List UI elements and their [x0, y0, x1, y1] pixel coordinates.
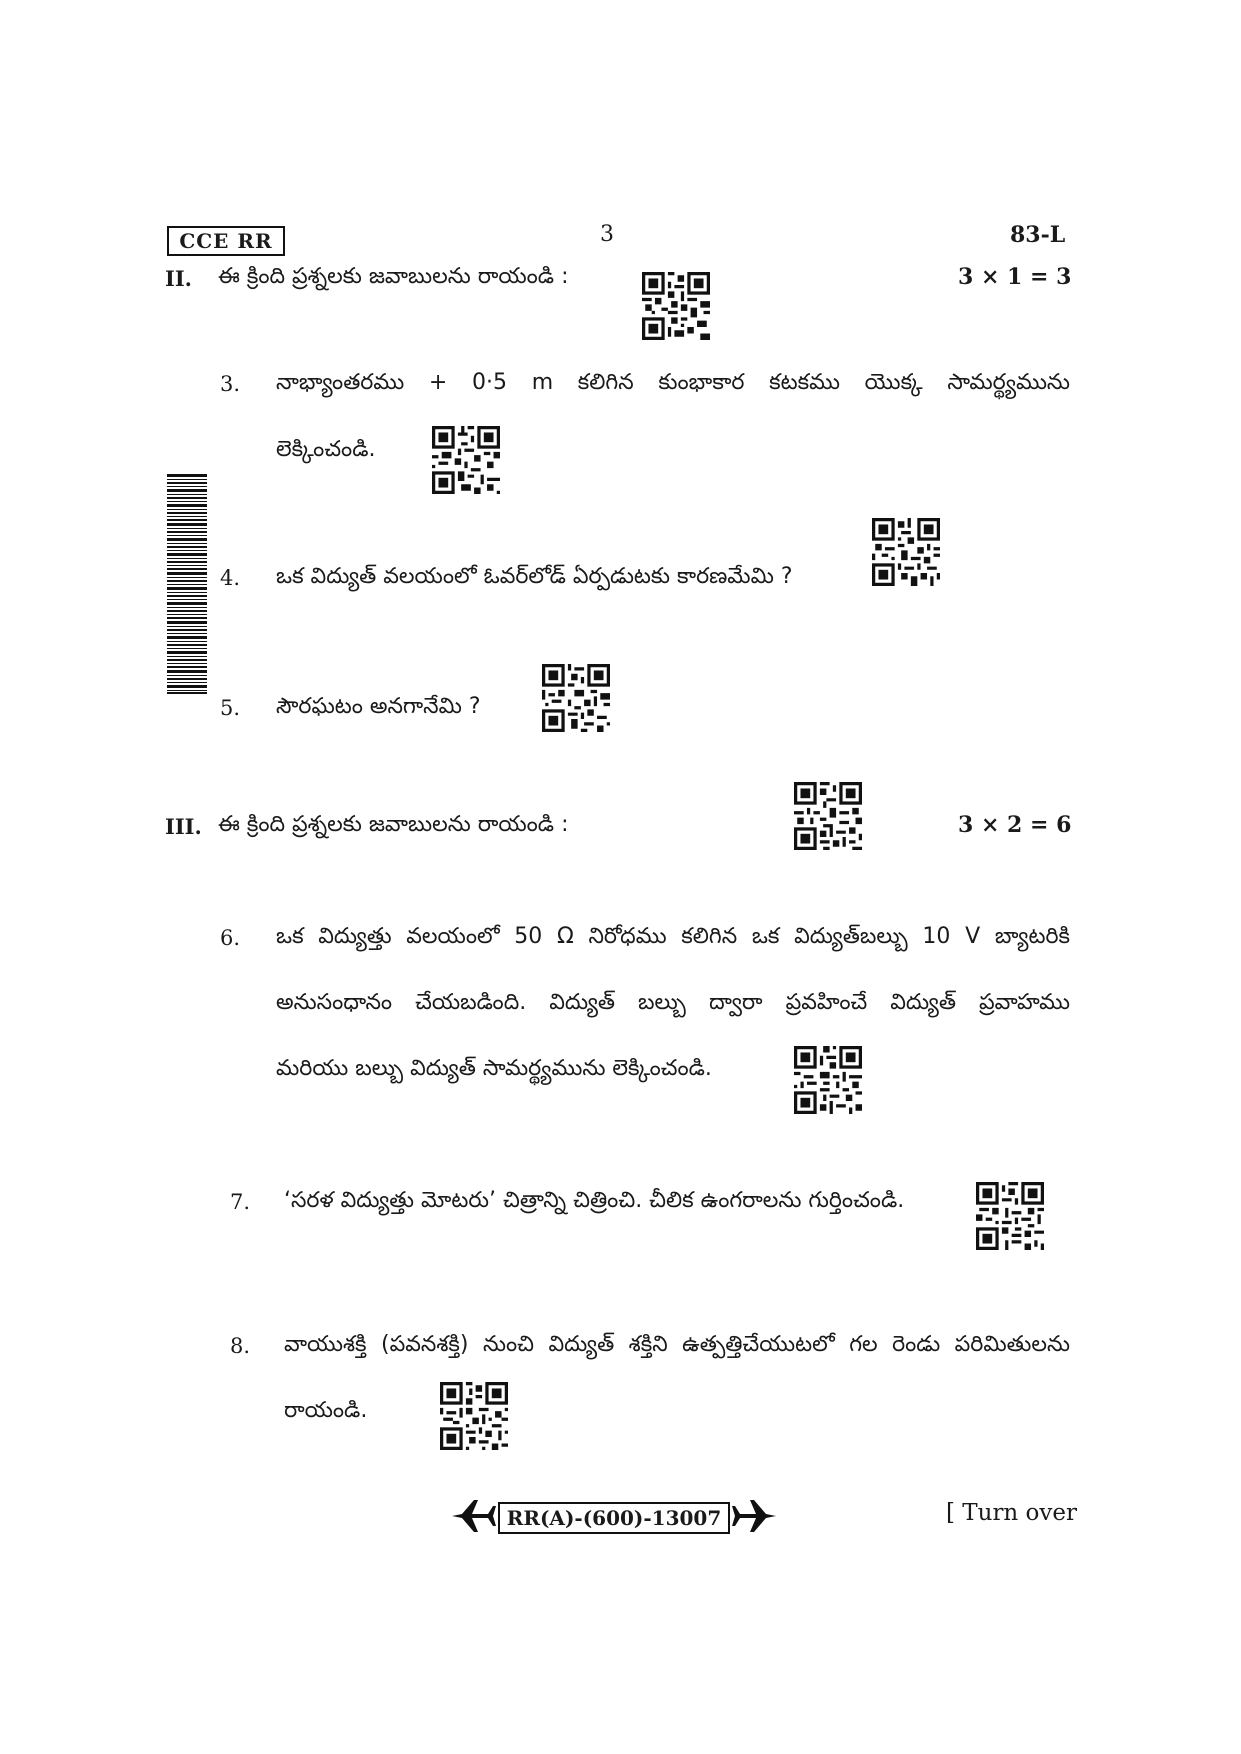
question-4-number: 4.: [220, 566, 241, 590]
question-8-text-line2: రాయండి.: [284, 1398, 368, 1423]
qr-code-icon: [642, 272, 710, 340]
qr-code-icon: [542, 664, 610, 732]
qr-code-icon: [872, 518, 940, 586]
qr-code-icon: [432, 426, 500, 494]
question-3-number: 3.: [220, 372, 241, 396]
question-6-number: 6.: [220, 926, 241, 950]
turn-over-label: [ Turn over: [946, 1500, 1078, 1526]
question-8-number: 8.: [230, 1334, 251, 1358]
section-3-numeral: III.: [165, 814, 202, 839]
paper-code: 83-L: [1010, 222, 1066, 248]
barcode-icon: [167, 474, 207, 694]
qr-code-icon: [794, 782, 862, 850]
question-5-number: 5.: [220, 696, 241, 720]
header-box-label: CCE RR: [167, 226, 285, 256]
question-3-text-line1: నాభ్యాంతరము + 0·5 m కలిగిన కుంభాకార కటకము యొక్క సామర్థ్యమును: [276, 370, 1070, 395]
question-7-number: 7.: [230, 1190, 251, 1214]
question-7-text: ‘సరళ విద్యుత్తు మోటరు’ చిత్రాన్ని చిత్రించి. చీలిక ఉంగరాలను గుర్తించండి.: [284, 1188, 905, 1213]
section-2-instruction: ఈ క్రింది ప్రశ్నలకు జవాబులను రాయండి :: [218, 264, 569, 289]
section-2-marks: 3 × 1 = 3: [958, 264, 1072, 290]
question-6-text-line3: మరియు బల్బు విద్యుత్ సామర్థ్యమును లెక్కించండి.: [276, 1056, 712, 1081]
qr-code-icon: [440, 1382, 508, 1450]
question-3-text-line2: లెక్కించండి.: [276, 437, 376, 462]
footer-paper-code: RR(A)-(600)-13007: [498, 1502, 730, 1534]
section-3-marks: 3 × 2 = 6: [958, 812, 1072, 838]
qr-code-icon: [976, 1182, 1044, 1250]
question-4-text: ఒక విద్యుత్ వలయంలో ఓవర్‌లోడ్ ఏర్పడుటకు కారణమేమి ?: [276, 564, 793, 589]
airplane-left-icon: [452, 1496, 496, 1536]
section-2-numeral: II.: [165, 266, 192, 291]
section-3-instruction: ఈ క్రింది ప్రశ్నలకు జవాబులను రాయండి :: [218, 812, 569, 837]
page-number: 3: [600, 222, 614, 247]
qr-code-icon: [794, 1046, 862, 1114]
question-8-text-line1: వాయుశక్తి (పవనశక్తి) నుంచి విద్యుత్ శక్తిని ఉత్పత్తిచేయుటలో గల రెండు పరిమితులను: [284, 1332, 1070, 1357]
question-5-text: సౌరఘటం అనగానేమి ?: [276, 694, 481, 719]
question-6-text-line2: అనుసంధానం చేయబడింది. విద్యుత్ బల్బు ద్వారా ప్రవహించే విద్యుత్ ప్రవాహము: [276, 990, 1070, 1015]
question-6-text-line1: ఒక విద్యుత్తు వలయంలో 50 Ω నిరోధము కలిగిన ఒక విద్యుత్‌బల్బు 10 V బ్యాటరికి: [276, 924, 1070, 949]
airplane-right-icon: [732, 1496, 776, 1536]
